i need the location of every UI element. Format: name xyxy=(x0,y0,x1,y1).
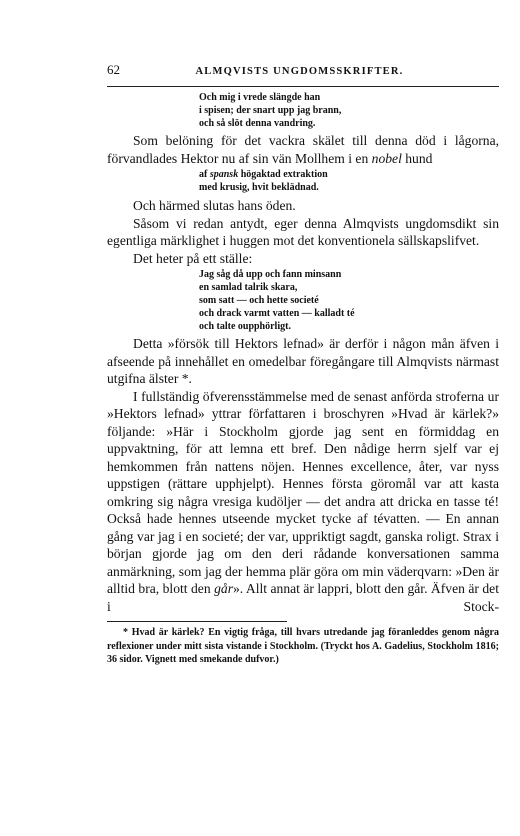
verse-block-2 xyxy=(199,168,499,194)
verse-line: en samlad talrik skara, xyxy=(199,282,298,293)
page-number: 62 xyxy=(107,62,120,77)
footnote-text: * Hvad är kärlek? En vigtig fråga, till hvars utredande jag föranleddes genom några reflexioner under mitt sista vistande i Stockholm. (Tryckt hos A. Gadelius, Stockholm 1816; 36 sidor. Vignett med smekande dufvor.) xyxy=(107,627,499,665)
verse-line: med krusig, hvit beklädnad. xyxy=(199,182,319,193)
verse-line: af spansk högaktad extraktion xyxy=(199,169,328,180)
verse-line: som satt — och hette societé xyxy=(199,295,319,306)
footnote xyxy=(107,626,499,667)
verse-line: och drack varmt vatten — kalladt té xyxy=(199,308,355,319)
paragraph-2: Och härmed slutas hans öden. xyxy=(133,198,296,213)
paragraph-6: I fullständig öfverensstämmelse med de senast anförda stroferna ur »Hektors lefnad» yttrar författaren i broschyren »Hvad är kärlek?» följande: »Här i Stockholm gjorde jag sent en förmiddag en uppvaktning, för att lemna ett bref. Den nådige herrn sjelf var ej hemkommen från nattens nöjen. Hennes excellence, åter, var nyss uppstigen (rättare upphjelpt). Hennes första göromål var att kasta omkring sig några vresiga kudöljer — det andra att dricka en tasse té! Också hade hennes utseende mycket tycke af tévatten. — En annan gång var jag i en societé; der var, uppriktigt sagdt, ganska roligt. Strax i början gjorde jag om den deri rådande konversationen samma anmärkning, som jag der hemma plär göra om min väderqvarn: »Den är alltid bra, blott den går». Allt annat är lappri, blott den går. Äfven är det i Stock- xyxy=(107,388,499,614)
verse-line: och så slöt denna vandring. xyxy=(199,118,316,129)
verse-line: Jag såg då upp och fann minsann xyxy=(199,269,342,280)
verse-block-1 xyxy=(199,91,499,130)
header-rule xyxy=(107,86,499,87)
italic-word: nobel xyxy=(371,150,402,166)
body-text xyxy=(107,132,499,615)
paragraph-3: Såsom vi redan antydt, eger denna Almqvists ungdomsdikt sin egentliga märklighet i huggen mot det konventionela sällskapslifvet. xyxy=(107,215,499,248)
verse-line: i spisen; der snart upp jag brann, xyxy=(199,105,342,116)
verse-block-3 xyxy=(199,268,499,333)
running-title: ALMQVISTS UNGDOMSSKRIFTER. xyxy=(195,66,404,77)
paragraph-4: Det heter på ett ställe: xyxy=(133,250,253,266)
verse-line: Och mig i vrede slängde han xyxy=(199,92,321,103)
footnote-rule xyxy=(107,621,287,622)
verse-line: och talte oupphörligt. xyxy=(199,321,291,332)
paragraph-1: Som belöning för det vackra skälet till denna död i lågorna, förvandlades Hektor nu af sin vän Mollhem i en nobel hund xyxy=(107,133,499,166)
book-page xyxy=(107,62,499,667)
page-header xyxy=(107,62,499,80)
paragraph-5: Detta »försök till Hektors lefnad» är derför i någon mån äfven i afseende på innehållet en omedelbar föregångare till Almqvists närmast utgifna älster *. xyxy=(107,336,499,386)
italic-word: går xyxy=(214,581,233,596)
